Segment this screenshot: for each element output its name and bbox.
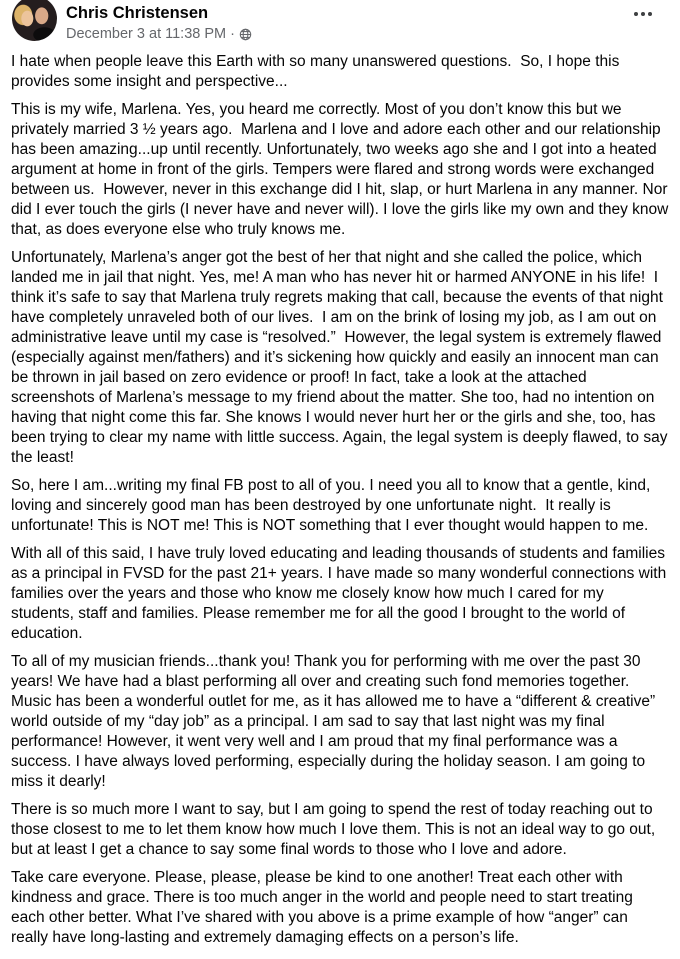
post-paragraph: This is my wife, Marlena. Yes, you heard me correctly. Most of you don’t know this but we privately married 3 ½ years ago. Marlena and I love and adore each other and our relationship has been amazing...up until recently. Unfortunately, two weeks ago she and I got into a heated argument at home in front of the girls. Tempers were flared and strong words were exchanged between us. However, never in this exchange did I hit, slap, or hurt Marlena in any manner. Nor did I ever touch the girls (I never have and never will). I love the girls like my own and they know that, as does everyone else who truly knows me. <box>11 101 673 238</box>
post-paragraph: To all of my musician friends...thank you! Thank you for performing with me over the past 30 years! We have had a blast performing all over and creating such fond memories together. Music has been a wonderful outlet for me, as it has allowed me to have a “different & creative” world outside of my “day job” as a principal. I am sad to say that last night was my final performance! However, it went very well and I am proud that my final performance was a success. I have always loved performing, especially during the holiday season. I am going to miss it dearly! <box>11 653 660 790</box>
meta-separator: · <box>230 26 235 42</box>
author-block <box>66 0 252 43</box>
post-meta <box>66 25 252 43</box>
post-paragraph: There is so much more I want to say, but I am going to spend the rest of today reaching out to those closest to me to let them know how much I love them. This is not an ideal way to go out, but at least I get a chance to say some final words to those who I love and adore. <box>11 801 660 858</box>
post-paragraph: With all of this said, I have truly loved educating and leading thousands of students and families as a principal in FVSD for the past 21+ years. I have made so many wonderful connections with families over the years and those who know me closely know how much I cared for my students, staff and families. Please remember me for all the good I brought to the world of education. <box>11 545 671 642</box>
avatar[interactable] <box>12 0 57 41</box>
ellipsis-icon <box>634 12 638 16</box>
post-paragraph: So, here I am...writing my final FB post to all of you. I need you all to know that a gentle, kind, loving and sincerely good man has been destroyed by one unfortunate night. It really is unfortunate! This is NOT me! This is NOT something that I ever thought would happen to me. <box>11 477 655 534</box>
ellipsis-icon <box>641 12 645 16</box>
more-options-button[interactable] <box>630 8 656 20</box>
ellipsis-icon <box>648 12 652 16</box>
post-timestamp[interactable]: December 3 at 11:38 PM <box>66 26 227 42</box>
post-paragraph: I hate when people leave this Earth with so many unanswered questions. So, I hope this provides some insight and perspective... <box>11 53 624 90</box>
post-paragraph: Take care everyone. Please, please, please be kind to one another! Treat each other with kindness and grace. There is too much anger in the world and people need to start treating each other better. What I’ve shared with you above is a prime example of how “anger” can really have long-lasting and extremely damaging effects on a person’s life. <box>11 869 638 946</box>
globe-icon <box>239 28 252 41</box>
author-name[interactable]: Chris Christensen <box>66 4 209 22</box>
post-header <box>0 0 680 43</box>
post-text <box>0 43 680 948</box>
post-paragraph: Unfortunately, Marlena’s anger got the best of her that night and she called the police, which landed me in jail that night. Yes, me! A man who has never hit or harmed ANYONE in his life! I think it’s safe to say that Marlena truly regrets making that call, because the events of that night have completely unraveled both of our lives. I am on the brink of losing my job, as I am out on administrative leave until my case is “resolved.” However, the legal system is extremely flawed (especially against men/fathers) and it’s sickening how quickly and easily an innocent man can be thrown in jail based on zero evidence or proof! In fact, take a look at the attached screenshots of Marlena’s message to my friend about the matter. She too, had no intention on having that night come this far. She knows I would never hurt her or the girls and she, too, has been trying to clear my name with little success. Again, the legal system is deeply flawed, to say the least! <box>11 249 672 466</box>
